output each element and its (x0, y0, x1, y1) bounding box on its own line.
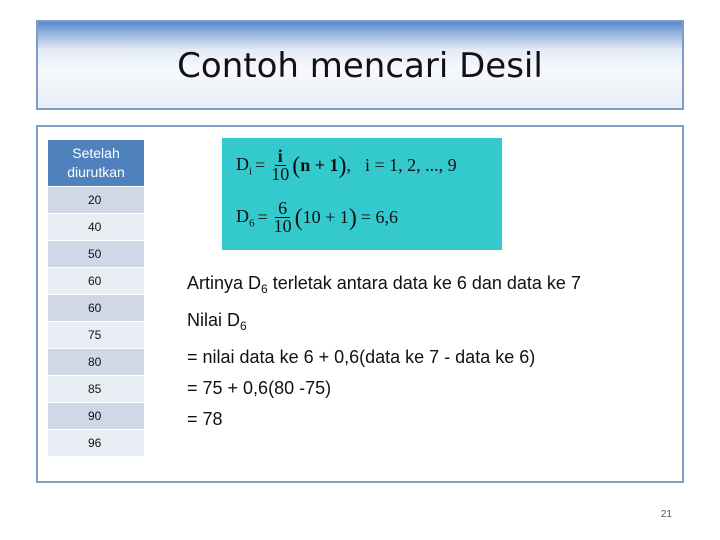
fraction-numerator: i (275, 148, 286, 166)
explanation-text (187, 268, 581, 435)
table-row: 50 (48, 241, 144, 267)
fraction-numerator: 6 (275, 200, 290, 218)
formula-range: i = 1, 2, ..., 9 (365, 155, 457, 175)
formula-inner: n + 1 (300, 155, 339, 175)
sorted-data-table (48, 140, 144, 456)
page-number: 21 (660, 509, 672, 520)
fraction-denominator: 10 (271, 164, 290, 184)
table-row: 90 (48, 403, 144, 429)
table-row: 96 (48, 430, 144, 456)
paren-close: ) (348, 204, 357, 231)
explanation-line-2: Nilai $D_6$ (187, 310, 247, 333)
table-row: 80 (48, 349, 144, 375)
explanation-line-1: Artinya $D_6$ terletak antara data ke 6 dan data ke 7 (187, 273, 581, 296)
fraction (274, 200, 292, 235)
table-row: 85 (48, 376, 144, 402)
table-header-line2: diurutkan (67, 164, 125, 180)
equals-sign: = (257, 207, 268, 227)
title-box (36, 20, 684, 110)
fraction (271, 148, 289, 183)
paren-open: ( (292, 152, 301, 179)
explanation-line-5: = 78 (187, 409, 223, 429)
table-row: 40 (48, 214, 144, 240)
paren-open: ( (294, 204, 303, 231)
table-row: 75 (48, 322, 144, 348)
table-row: 20 (48, 187, 144, 213)
formula-lhs: $D_i$ (236, 153, 253, 178)
paren-close: ) (338, 152, 347, 179)
explanation-line-3: = nilai data ke 6 + 0,6(data ke 7 - data ke 6) (187, 347, 536, 367)
formula-result: = 6,6 (360, 207, 398, 227)
slide-title: Contoh mencari Desil (177, 46, 543, 86)
table-header-line1: Setelah (72, 145, 120, 161)
formula-box (222, 138, 502, 250)
fraction-denominator: 10 (273, 216, 292, 236)
explanation-line-4: = 75 + 0,6(80 -75) (187, 378, 332, 398)
formula-separator: , (346, 155, 351, 175)
equals-sign: = (255, 155, 266, 175)
formula-inner: 10 + 1 (302, 207, 349, 227)
formula-lhs: $D_6$ (236, 205, 255, 230)
formula-d6 (236, 200, 398, 235)
table-row: 60 (48, 268, 144, 294)
table-header (48, 140, 144, 186)
formula-general (236, 148, 457, 183)
table-row: 60 (48, 295, 144, 321)
